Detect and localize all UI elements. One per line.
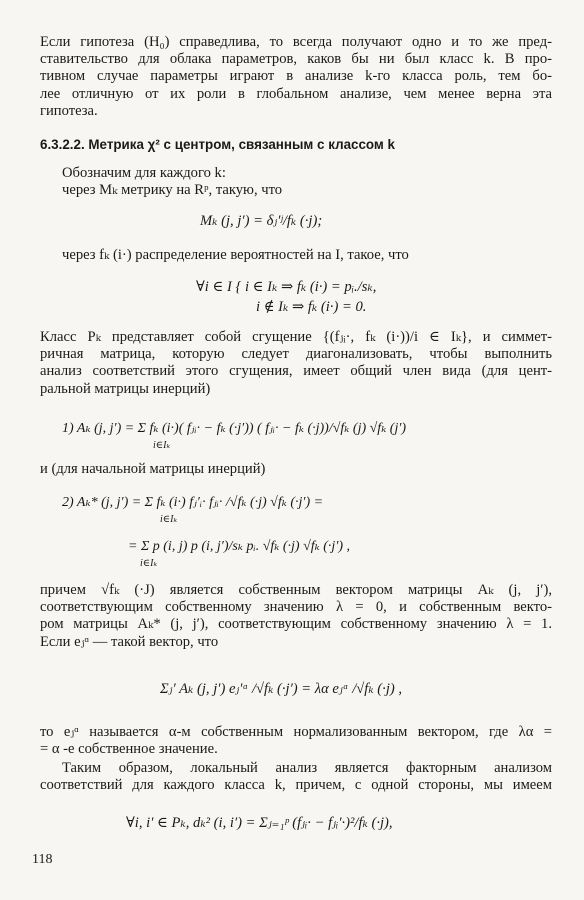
class-paragraph [40,329,552,398]
text-line: = α -е собственное значение. [40,741,218,758]
equation-2a-subscript: i∈Iₖ [160,514,178,525]
text-line: гипотеза. [40,102,98,119]
text-line: соответствий для каждого класса k, причем, с одной стороны, мы имеем [40,777,552,794]
definitions [62,165,542,199]
text-line: Если eⱼᵅ — такой вектор, что [40,633,219,650]
page-number: 118 [32,852,53,867]
text-line: то eⱼᵅ называется α-м собственным нормализованным вектором, где λα = [40,724,552,740]
equation-2b: = Σ p (i, j) p (i, j′)/sₖ pᵢ. √fₖ (·j) √fₖ (·j′) , [128,539,351,554]
text-line: через fₖ (i·) распределение вероятностей на I, такое, что [62,247,409,263]
intro-paragraph [40,34,552,120]
equation-2a: 2) Aₖ* (j, j′) = Σ fₖ (i·) fⱼ′ᵢ· fⱼᵢ· /√fₖ (·j) √fₖ (·j′) = [62,495,324,510]
equation-1-subscript: i∈Iₖ [153,440,171,451]
text-line: ричная матрица, которую следует диагонализовать, чтобы выполнить [40,346,552,363]
text-line: причем √fₖ (·J) является собственным вектором матрицы Aₖ (j, j′), [40,582,552,598]
text-line: Если гипотеза (H₀) справедлива, то всегда получают одно и то же пред- [40,34,552,50]
text-line: анализ соответствий этого сгущения, имеет общий член вида (для цент- [40,363,552,380]
text-line: лее отличную от их роли в глобальном анализе, чем менее верна эта [40,85,552,102]
equation-1: 1) Aₖ (j, j′) = Σ fₖ (i·)( fⱼᵢ· − fₖ (·j′)) ( fⱼᵢ· − fₖ (·j))/√fₖ (j) √fₖ (j′) [62,421,407,436]
equation-distance: ∀i, i′ ∈ Pₖ, dₖ² (i, i′) = Σⱼ₌₁ᵖ (fⱼᵢ· − fⱼᵢ′·)²/fₖ (·j), [126,815,393,831]
local-analysis-paragraph [40,760,552,794]
text-line: ставительство для облака параметров, каков бы ни был класс k. В про- [40,51,552,68]
text-line: Класс Pₖ представляет собой сгущение {(fⱼᵢ·, fₖ (i·))/i ∈ Iₖ}, и симмет- [40,329,552,345]
text-line: ром матрицы Aₖ* (j, j′), соответствующим собственному значению λ = 1. [40,616,552,633]
text-line: Таким образом, локальный анализ является факторным анализом [62,760,552,776]
text-line: соответствующим собственному значению λ = 0, и собственным векто- [40,599,552,616]
text-line: тивном случае параметры играют в анализе k-го класса роль, тем бо- [40,68,552,85]
text-line: ральной матрицы инерций) [40,380,211,397]
equation-eigen: Σⱼ′ Aₖ (j, j′) eⱼ′ᵅ /√fₖ (·j′) = λα eⱼᵅ /√fₖ (·j) , [160,681,403,697]
vector-paragraph [40,582,552,651]
equation-metric: Mₖ (j, j′) = δⱼ′ʲ/fₖ (·j); [200,213,323,229]
initial-matrix-line [40,461,552,478]
section-heading: 6.3.2.2. Метрика χ² с центром, связанным с классом k [40,137,396,152]
norm-paragraph [40,724,552,758]
text-line: Обозначим для каждого k: [62,165,226,181]
text-line: через Mₖ метрику на Rᵖ, такую, что [62,182,283,199]
equation-2b-subscript: i∈Iₖ [140,558,158,569]
equation-case-1: ∀i ∈ I { i ∈ Iₖ ⇒ fₖ (i·) = pᵢ./sₖ, [196,279,377,295]
definition-distribution [62,247,542,264]
equation-case-2: i ∉ Iₖ ⇒ fₖ (i·) = 0. [256,299,367,315]
text-line: и (для начальной матрицы инерций) [40,461,266,477]
